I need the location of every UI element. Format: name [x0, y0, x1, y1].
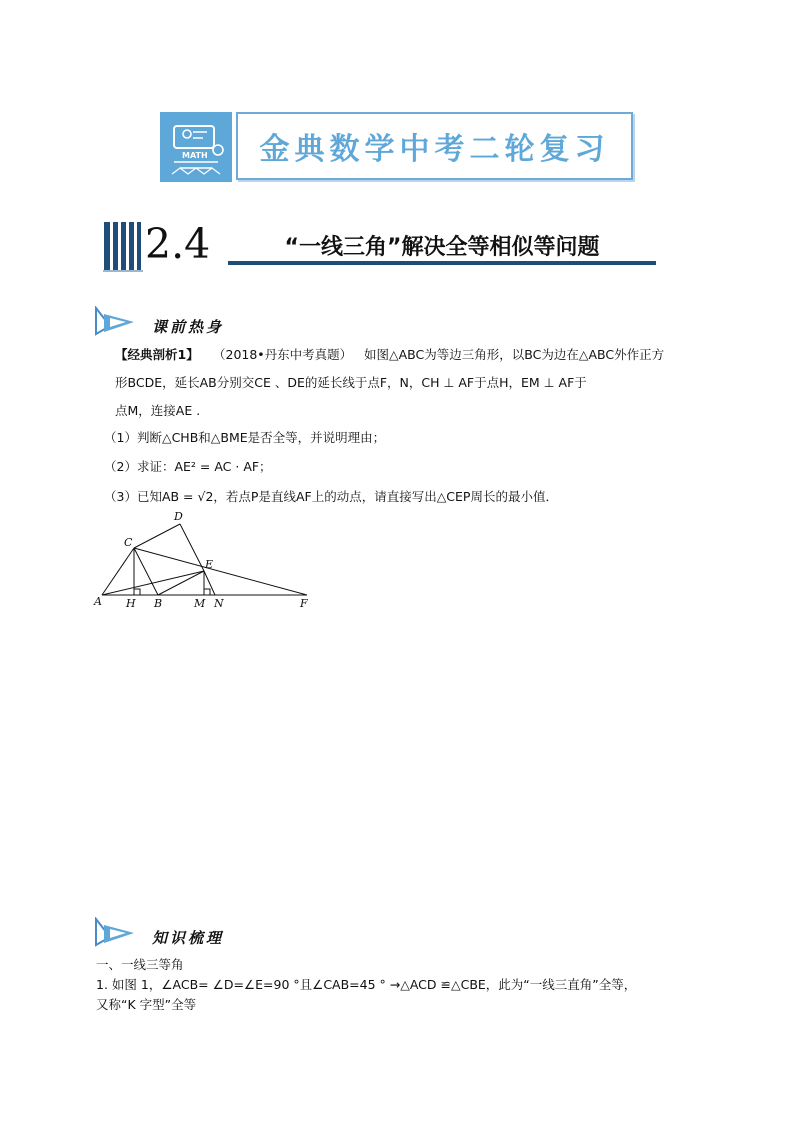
warmup-heading: 课前热身: [152, 318, 225, 336]
math-board-icon: [160, 112, 232, 182]
label-f: F: [300, 597, 308, 610]
section-bars-icon: [103, 220, 143, 272]
triangle-flag-icon: [94, 917, 136, 947]
line-ae: [102, 571, 204, 595]
label-c: C: [124, 536, 133, 549]
label-m: M: [194, 597, 206, 610]
section-number: 2.4: [145, 220, 211, 268]
knowledge-line-1: 1. 如图 1，∠ACB= ∠D=∠E=90 °且∠CAB=45 ° →△ACD ≌△CBE，此为“一线三直角”全等，: [96, 977, 637, 992]
right-angle-m: [204, 589, 210, 595]
line-be: [158, 571, 204, 595]
question-2: （2）求证：AE² = AC · AF；: [104, 459, 272, 474]
geometry-figure: [92, 506, 322, 616]
right-angle-h: [134, 589, 140, 595]
line-cd: [134, 524, 180, 548]
label-a: A: [94, 595, 102, 608]
banner-icon-box: [160, 112, 232, 182]
math-text: MATH: [182, 151, 208, 160]
banner-title: 金典数学中考二轮复习: [259, 132, 610, 167]
banner-title-box: [236, 112, 633, 180]
label-h: H: [126, 597, 136, 610]
line-ac: [102, 548, 134, 595]
question-3: （3）已知AB = √2，若点P是直线AF上的动点，请直接写出△CEP周长的最小值．: [104, 489, 558, 504]
section-title: “一线三角”解决全等相似等问题: [228, 233, 656, 265]
question-1: （1）判断△CHB和△BME是否全等，并说明理由；: [104, 430, 386, 445]
label-d: D: [174, 510, 183, 523]
triangle-flag-icon: [94, 306, 136, 336]
stem-line-1: 如图△ABC为等边三角形，以BC为边在△ABC外作正方: [364, 347, 665, 362]
line-cf: [134, 548, 307, 595]
example-source: （2018•丹东中考真题）: [213, 347, 353, 362]
label-b: B: [154, 597, 163, 610]
knowledge-heading: 知识梳理: [152, 929, 225, 947]
label-e: E: [205, 558, 214, 571]
stem-line-3: 点M，连接AE .: [115, 403, 201, 418]
line-cb: [134, 548, 158, 595]
label-n: N: [214, 597, 224, 610]
knowledge-line-2: 又称“K 字型”全等: [96, 997, 197, 1012]
knowledge-item-title: 一、一线三等角: [96, 957, 184, 972]
example-tag: 【经典剖析1】: [115, 347, 199, 362]
stem-line-2: 形BCDE，延长AB分别交CE 、DE的延长线于点F，N，CH ⊥ AF于点H，EM ⊥ AF于: [115, 375, 587, 390]
